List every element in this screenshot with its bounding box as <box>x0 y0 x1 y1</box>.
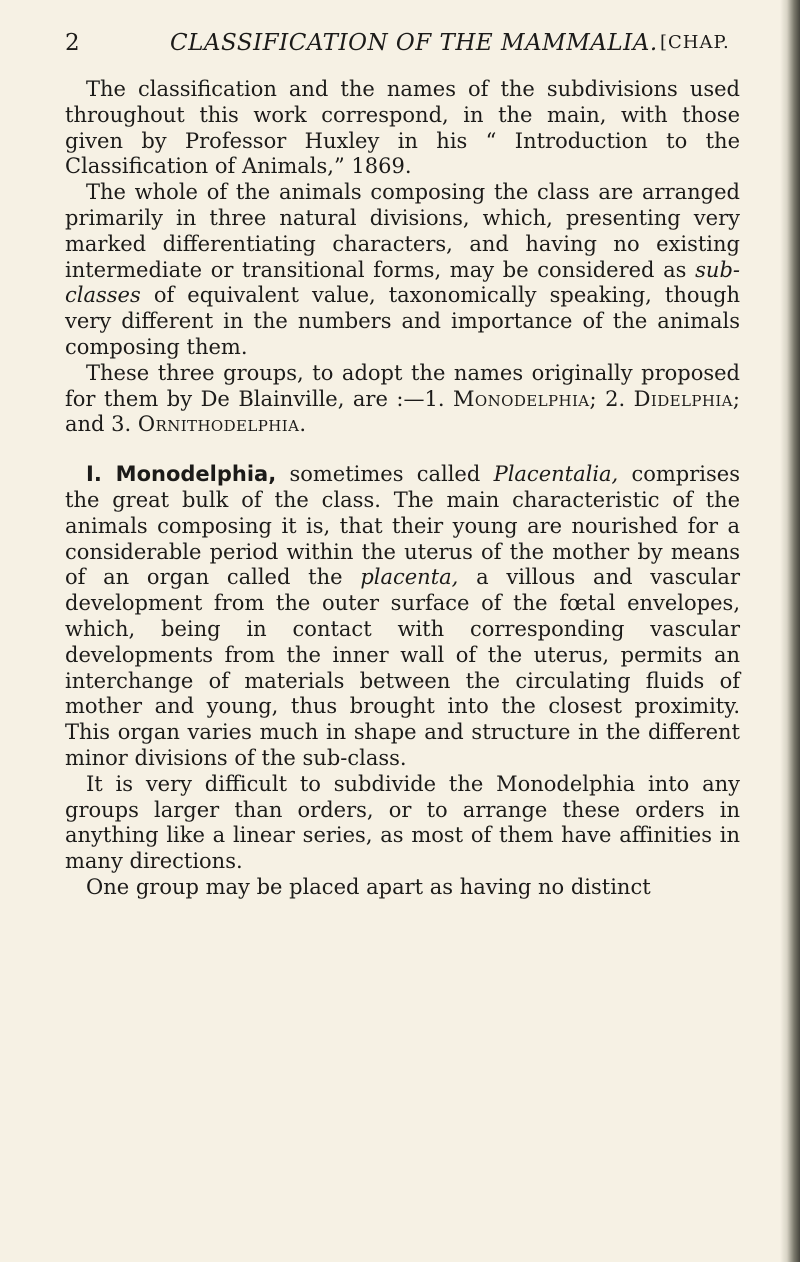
sub-classes-text-after: of equivalent value, taxonomically speaking, though very different in the numbers and importance of the animals composing them. <box>65 283 740 359</box>
paragraph-one-group: One group may be placed apart as having no distinct <box>86 874 651 899</box>
monodelphia-text-2: comprises the great bulk of the class. The main characteristic of the animals composing it is, that their young are nourished for a considerable period within the uterus of the mother by means of an organ called the <box>65 462 740 590</box>
placenta-term: placenta, <box>360 565 459 590</box>
group-monodelphia: Monodelphia <box>453 386 590 411</box>
section-heading-monodelphia: I. Monodelphia, <box>86 462 277 487</box>
page-edge-shadow <box>780 0 800 1262</box>
section-monodelphia <box>65 462 740 772</box>
page-header <box>65 30 755 62</box>
group-separator-2: ; and 3. <box>65 386 740 437</box>
group-ornithodelphia: Ornithodelphia <box>137 412 300 437</box>
paragraph-subdivision: It is very difficult to subdivide the Monodelphia into any groups larger than orders, or to arrange these orders in anything like a linear series, as most of them have affinities in many directions. <box>65 771 740 874</box>
running-title: CLASSIFICATION OF THE MAMMALIA. <box>170 30 658 56</box>
three-groups-intro: These three groups, to adopt the names originally proposed for them by De Blainville, are :—1. <box>65 360 740 411</box>
three-groups-end: . <box>299 412 306 437</box>
placentalia-term: Placentalia, <box>493 462 619 487</box>
body-text <box>65 77 740 901</box>
group-separator-1: ; 2. <box>589 386 626 411</box>
sub-classes-text-before: The whole of the animals composing the class are arranged primarily in three natural divisions, which, presenting very marked differentiating characters, and having no existing intermediate or transitional forms, may be considered as <box>65 180 740 282</box>
paragraph-introduction: The classification and the names of the subdivisions used throughout this work correspond, in the main, with those given by Professor Huxley in his “ Introduction to the Classification of Animals,” 1869. <box>65 77 740 179</box>
paragraph-three-groups <box>65 361 740 438</box>
monodelphia-text-1: sometimes called <box>289 462 481 487</box>
sub-classes-term: sub-classes <box>65 257 740 308</box>
paragraph-sub-classes <box>65 180 740 361</box>
page-number: 2 <box>65 30 80 56</box>
group-didelphia: Didelphia <box>633 386 733 411</box>
monodelphia-text-3: a villous and vascular development from the outer surface of the fœtal envelopes, which, being in contact with corresponding vascular developments from the inner wall of the uterus, permits an interchange of materials between the circulating fluids of mother and young, thus brought into the closest proximity. This organ varies much in shape and structure in the different minor divisions of the sub-class. <box>65 565 740 770</box>
chapter-reference: [CHAP. <box>660 32 730 53</box>
